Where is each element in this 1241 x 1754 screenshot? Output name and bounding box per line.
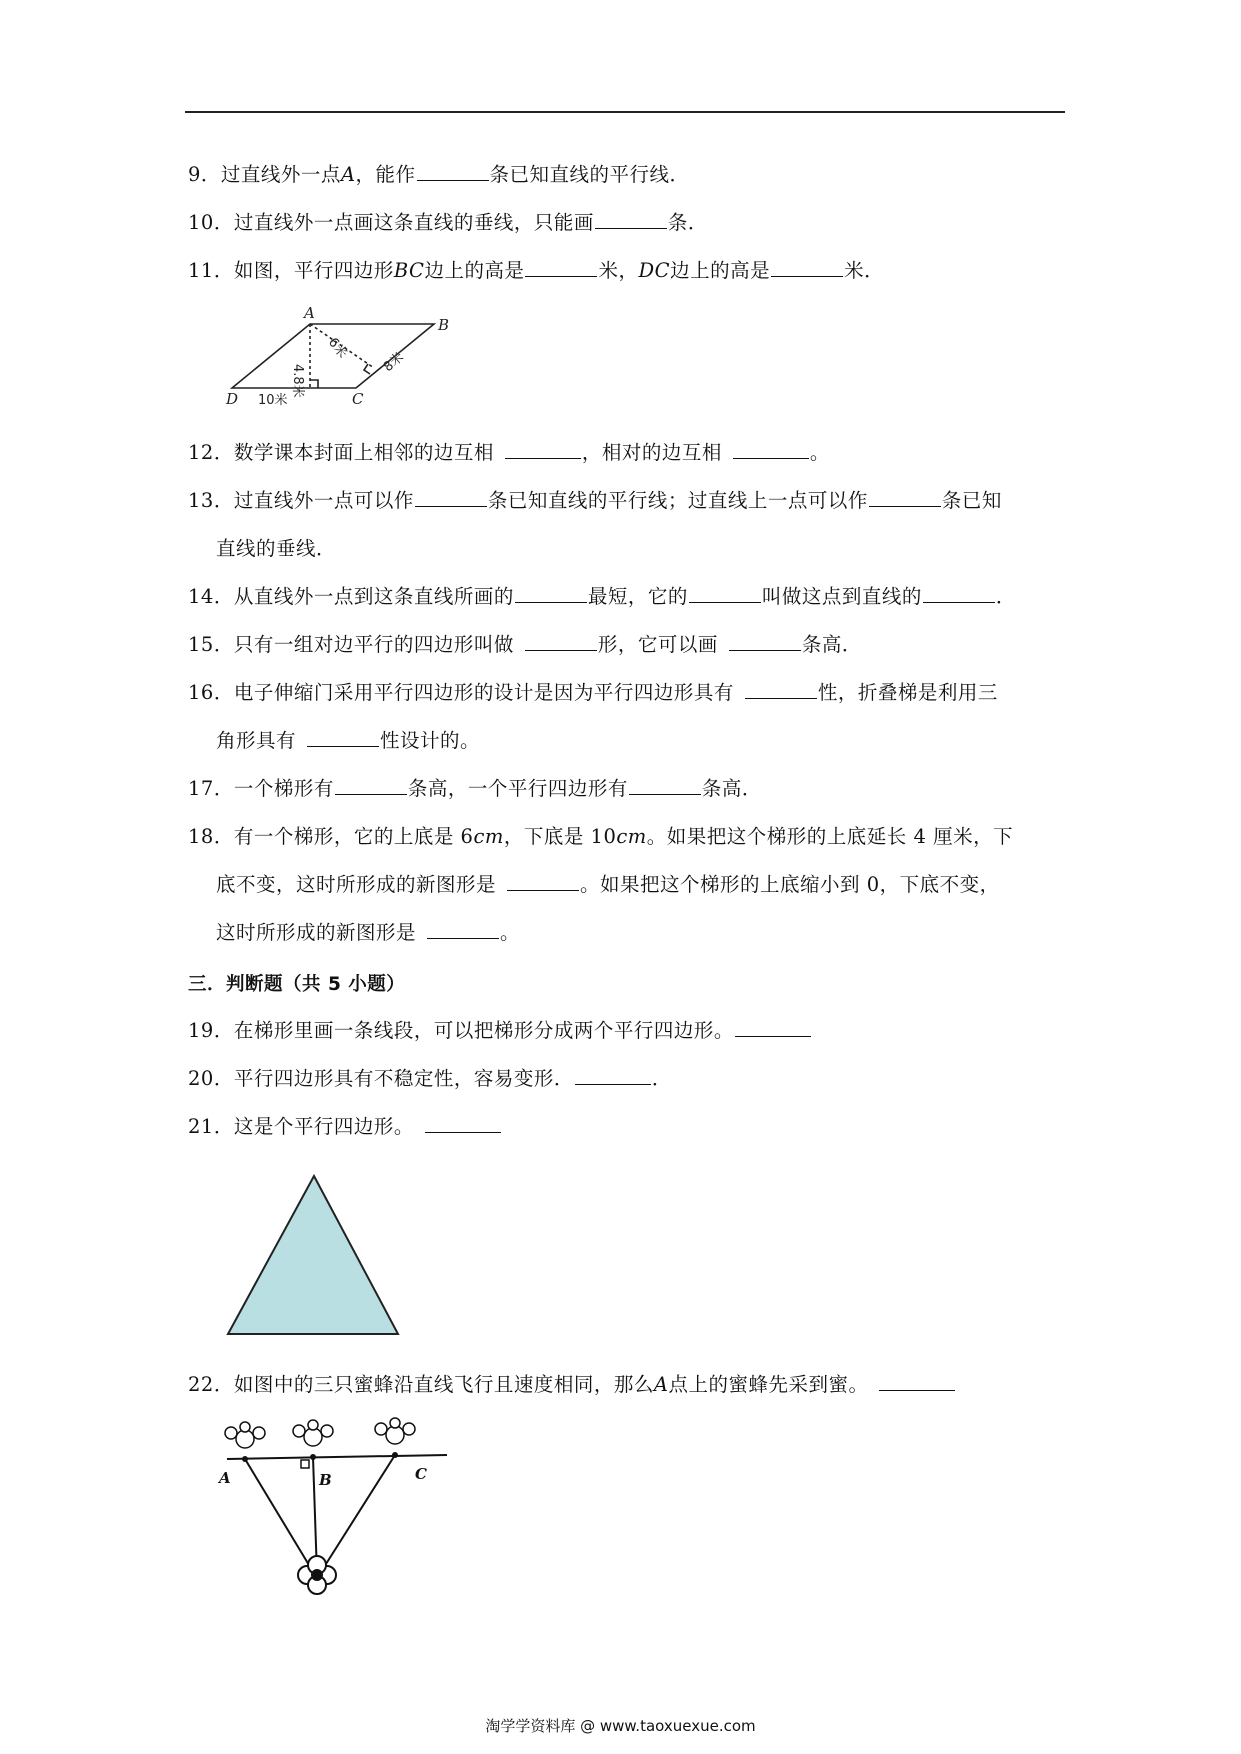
question-20: 20．平行四边形具有不稳定性，容易变形． ． [188,1067,672,1090]
answer-blank[interactable] [869,488,941,507]
question-number: 14． [188,585,234,608]
point-c [392,1452,398,1458]
question-number: 16． [188,681,234,704]
question-11: 11．如图，平行四边形BC边上的高是 米，DC边上的高是 米． [188,259,885,282]
path-a [245,1459,315,1575]
question-18-cont-2: 这时所形成的新图形是 。 [216,921,521,944]
answer-blank[interactable] [525,258,597,277]
question-16: 16．电子伸缩门采用平行四边形的设计是因为平行四边形具有 性，折叠梯是利用三 [188,681,998,704]
question-10: 10．过直线外一点画这条直线的垂线，只能画 条． [188,211,708,234]
vertex-label-a: A [304,306,315,322]
question-number: 21． [188,1115,234,1138]
question-number: 15． [188,633,234,656]
question-number: 12． [188,441,234,464]
answer-blank[interactable] [335,776,407,795]
answer-blank[interactable] [307,728,379,747]
side-label-8: 8米 [380,349,407,376]
question-number: 20． [188,1067,234,1090]
point-label-b: B [319,1471,332,1489]
vertex-label-c: C [352,390,364,406]
question-number: 22． [188,1373,234,1396]
bee-icon [375,1418,415,1444]
answer-blank[interactable] [733,440,809,459]
question-19: 19．在梯形里画一条线段，可以把梯形分成两个平行四边形。 [188,1018,812,1044]
question-21: 21．这是个平行四边形。 [188,1114,502,1140]
vertex-label-b: B [438,316,450,334]
question-13: 13．过直线外一点可以作 条已知直线的平行线；过直线上一点可以作 条已知 [188,489,1002,512]
answer-blank[interactable] [515,584,587,603]
answer-blank[interactable] [417,162,489,181]
question-18-cont: 底不变，这时所形成的新图形是 。如果把这个梯形的上底缩小到 0，下底不变， [216,873,1000,896]
question-12: 12．数学课本封面上相邻的边互相 ，相对的边互相 。 [188,441,830,464]
answer-blank[interactable] [729,632,801,651]
triangle-figure [222,1170,407,1340]
section-heading: 三．判断题（共 5 小题） [188,974,406,995]
question-14: 14．从直线外一点到这条直线所画的 最短，它的 叫做这点到直线的 ． [188,585,1016,608]
point-b [310,1454,316,1460]
question-15: 15．只有一组对边平行的四边形叫做 形，它可以画 条高． [188,633,862,656]
top-line [227,1455,447,1459]
question-number: 18． [188,825,234,848]
question-number: 19． [188,1019,234,1042]
answer-blank[interactable] [689,584,761,603]
answer-blank[interactable] [425,1114,501,1133]
answer-blank[interactable] [415,488,487,507]
question-number: 9． [188,163,221,186]
right-angle-mark [310,380,318,388]
answer-blank[interactable] [507,872,579,891]
answer-blank[interactable] [771,258,843,277]
answer-blank[interactable] [525,632,597,651]
answer-blank[interactable] [505,440,581,459]
right-angle-mark [301,1460,309,1468]
height-label-6: 6米 [324,335,350,362]
question-13-cont: 直线的垂线． [216,537,337,560]
triangle-shape [228,1176,398,1334]
answer-blank[interactable] [629,776,701,795]
answer-blank[interactable] [735,1018,811,1037]
point-label-c: C [415,1465,427,1483]
question-number: 11． [188,259,234,282]
question-16-cont: 角形具有 性设计的。 [216,729,481,752]
point-label-a: A [219,1469,231,1487]
answer-blank[interactable] [575,1066,651,1085]
parallelogram-outline [232,324,434,388]
flower-icon [298,1556,336,1594]
answer-blank[interactable] [879,1372,955,1391]
answer-blank[interactable] [427,920,499,939]
answer-blank[interactable] [745,680,817,699]
question-22: 22．如图中的三只蜜蜂沿直线飞行且速度相同，那么A点上的蜜蜂先采到蜜。 [188,1372,956,1398]
header-rule [185,111,1065,113]
question-18: 18．有一个梯形，它的上底是 6cm，下底是 10cm。如果把这个梯形的上底延长 4 厘米，下 [188,825,1014,848]
height-label-4-8: 4.8米 [290,364,305,398]
point-a [242,1456,248,1462]
answer-blank[interactable] [923,584,995,603]
question-9: 9．过直线外一点A，能作 条已知直线的平行线． [188,163,690,186]
question-number: 17． [188,777,234,800]
bee-icon [225,1422,265,1448]
question-number: 10． [188,211,234,234]
bee-icon [293,1420,333,1446]
bees-figure [215,1415,455,1600]
base-label: 10米 [258,393,288,406]
page-footer: 淘学学资料库 @ www.taoxuexue.com [485,1717,756,1735]
question-number: 13． [188,489,234,512]
question-17: 17．一个梯形有 条高，一个平行四边形有 条高． [188,777,762,800]
parallelogram-figure [222,306,462,406]
answer-blank[interactable] [595,210,667,229]
vertex-label-d: D [226,390,239,406]
